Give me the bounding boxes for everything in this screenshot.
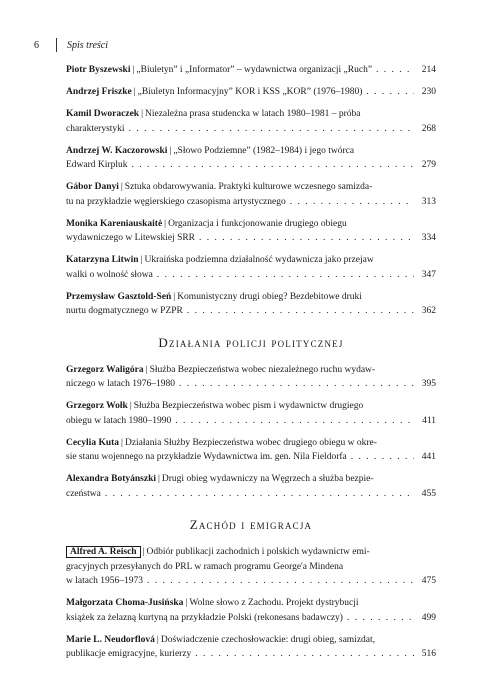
entry-page-number: 347 — [421, 269, 436, 280]
author-separator: | — [164, 218, 167, 229]
toc-entry[interactable] — [66, 363, 436, 392]
section-title: Zachód i emigracja — [189, 517, 313, 532]
entry-page-number: 268 — [421, 123, 436, 134]
author-separator: | — [173, 291, 176, 302]
entry-title-line: „Słowo Podziemne” (1982–1984) i jego twórca — [173, 145, 355, 156]
author-separator: | — [121, 437, 123, 448]
entry-first-line — [66, 633, 436, 648]
entry-title-line: Doświadczenie czechosłowackie: drugi obieg, samizdat, — [160, 634, 376, 645]
entry-title-end: publikacje emigracyjne, kurierzy — [66, 649, 192, 659]
leader-dots — [131, 158, 414, 173]
leader-dots — [179, 377, 414, 392]
entry-first-line — [66, 290, 436, 305]
running-head — [34, 38, 420, 52]
entry-page-number: 214 — [421, 65, 436, 75]
running-head-divider — [56, 38, 57, 52]
author-separator: | — [145, 364, 148, 375]
entry-title-end: sie stanu wojennego na przykładzie Wydawnictwa im. gen. Nila Fieldorfa — [66, 452, 347, 462]
entry-author: Przemysław Gasztold-Seń — [66, 291, 172, 302]
entry-title-end: nurtu dogmatycznego w PZPR — [66, 306, 183, 316]
entry-title-end: „Biuletyn Informacyjny” KOR i KSS „KOR” (1976–1980) — [137, 87, 363, 97]
toc-entry[interactable] — [66, 545, 436, 589]
entry-first-line — [66, 596, 436, 611]
entry-last-line — [66, 414, 436, 429]
author-separator: | — [140, 255, 143, 265]
leader-dots — [187, 304, 414, 319]
section-title: Działania policji politycznej — [158, 334, 344, 350]
toc-entry[interactable] — [66, 399, 436, 428]
entry-first-line — [66, 436, 436, 451]
page-number: 6 — [34, 39, 39, 51]
leader-dots — [147, 574, 414, 589]
entry-title-line: Komunistyczny drugi obieg? Bezdebitowe druki — [177, 291, 362, 302]
leader-dots — [175, 414, 414, 429]
entry-head — [66, 63, 136, 78]
toc-entry[interactable] — [66, 253, 436, 282]
leader-dots — [366, 85, 414, 100]
entry-title-line: Służba Bezpieczeństwa wobec pism i wydawnictw drugiego — [133, 401, 364, 411]
toc-entry[interactable] — [66, 633, 436, 662]
toc-entry[interactable] — [66, 472, 436, 501]
leader-dots — [105, 487, 414, 502]
entry-first-line — [66, 472, 436, 487]
entry-first-line — [66, 180, 436, 195]
entry-title-end: walki o wolność słowa — [66, 269, 153, 280]
entry-first-line — [66, 107, 436, 122]
entry-last-line — [66, 304, 436, 319]
entry-title-end: Edward Kirpluk — [66, 160, 128, 170]
entry-author: Grzegorz Waligóra — [66, 364, 144, 375]
entry-page-number: 475 — [421, 576, 436, 586]
entry-author: Cecylia Kuta — [66, 437, 120, 448]
entry-first-line — [66, 363, 436, 378]
entry-last-line — [66, 268, 436, 283]
entry-last-line — [66, 85, 436, 100]
entry-page-number: 362 — [421, 306, 436, 316]
entry-title-line: Niezależna prasa studencka w latach 1980–1981 – próba — [144, 109, 361, 119]
entry-author: Andrzej W. Kaczorowski — [66, 145, 168, 156]
leader-dots — [376, 63, 414, 78]
entry-title-line: gracyjnych przesyłanych do PRL w ramach programu George'a Mindena — [66, 561, 344, 572]
entry-page-number: 516 — [421, 649, 436, 659]
leader-dots — [347, 611, 414, 626]
entry-first-line — [66, 253, 436, 268]
entry-last-line — [66, 195, 436, 210]
author-separator: | — [185, 598, 188, 608]
entry-title-end: tu na przykładzie węgierskiego czasopisma artystycznego — [66, 196, 286, 207]
entry-title-line: Drugi obieg wydawniczy na Węgrzech a służba bezpie- — [161, 474, 374, 484]
entry-title-line: Ukraińska podziemna działalność wydawnicza jako przejaw — [144, 255, 374, 265]
entry-page-number: 411 — [422, 415, 436, 426]
entry-title-line: Organizacja i funkcjonowanie drugiego obiegu — [168, 218, 347, 229]
entry-last-line — [66, 611, 436, 626]
leader-dots — [195, 647, 414, 662]
toc-entry[interactable] — [66, 107, 436, 136]
entry-title-line: Odbiór publikacji zachodnich i polskich wydawnictw emi- — [146, 547, 370, 557]
leader-dots — [199, 231, 414, 246]
entry-title-end: wydawniczego w Litewskiej SRR — [66, 233, 196, 243]
entry-title-line: Służba Bezpieczeństwa wobec niezależnego ruchu wydaw- — [149, 364, 376, 375]
table-of-contents — [66, 63, 436, 669]
entry-head — [66, 85, 138, 100]
entry-last-line — [66, 487, 436, 502]
entry-page-number: 441 — [421, 452, 436, 462]
author-separator: | — [129, 401, 132, 411]
entry-author: Piotr Byszewski — [66, 65, 131, 75]
toc-entry[interactable] — [66, 144, 436, 173]
author-separator: | — [133, 87, 136, 97]
author-separator: | — [120, 182, 123, 192]
entry-author: Andrzej Friszke — [66, 87, 132, 97]
entry-title-line: Działania Służby Bezpieczeństwa wobec drugiego obiegu w okre- — [124, 437, 377, 448]
leader-dots — [157, 268, 414, 283]
author-separator: | — [141, 109, 143, 119]
entry-title-end: obiegu w latach 1980–1990 — [66, 415, 172, 426]
entry-last-line — [66, 63, 436, 78]
entry-first-line — [66, 217, 436, 232]
entry-title-end: „Biuletyn” i „Informator” – wydawnictwa organizacji „Ruch” — [136, 65, 373, 75]
entry-author: Monika Kareniauskaitė — [66, 218, 163, 229]
leader-dots — [129, 122, 414, 137]
entry-page-number: 395 — [421, 379, 436, 389]
toc-entry[interactable] — [66, 290, 436, 319]
entry-first-line — [66, 144, 436, 159]
entry-author: Kamil Dworaczek — [66, 109, 140, 119]
entry-title-end: czeństwa — [66, 488, 101, 499]
entry-author: Marie L. Neudorflová — [66, 634, 155, 645]
entry-first-line — [66, 399, 436, 414]
entry-author: Grzegorz Wołk — [66, 401, 128, 411]
entry-title-line: Wolne słowo z Zachodu. Projekt dystrybucji — [189, 598, 359, 608]
entry-last-line — [66, 158, 436, 173]
author-separator: | — [142, 547, 145, 557]
toc-entry[interactable] — [66, 63, 436, 78]
author-separator: | — [169, 145, 172, 156]
toc-entry[interactable] — [66, 596, 436, 625]
entry-last-line — [66, 377, 436, 392]
entry-page-number: 279 — [421, 160, 436, 170]
entry-author: Alexandra Botyánszki — [66, 474, 156, 484]
entry-last-line — [66, 231, 436, 246]
author-separator: | — [156, 634, 159, 645]
entry-last-line — [66, 647, 436, 662]
entry-page-number: 455 — [421, 488, 436, 499]
running-head-title: Spis treści — [67, 39, 109, 51]
entry-title-line: Sztuka obdarowywania. Praktyki kulturowe wczesnego samizda- — [124, 182, 373, 192]
entry-title-end: niczego w latach 1976–1980 — [66, 379, 175, 389]
entry-page-number: 313 — [421, 196, 436, 207]
entry-first-line — [66, 545, 436, 560]
toc-entry[interactable] — [66, 436, 436, 465]
toc-entry[interactable] — [66, 85, 436, 100]
author-separator: | — [158, 474, 160, 484]
entry-author: Alfred A. Reisch — [66, 546, 141, 558]
entry-last-line — [66, 122, 436, 137]
entry-last-line — [66, 574, 436, 589]
toc-entry[interactable] — [66, 217, 436, 246]
entry-page-number: 230 — [421, 87, 436, 97]
entry-title-end: książek za żelazną kurtyną na przykładzie Polski (rekonesans badawczy) — [66, 612, 343, 623]
entry-page-number: 499 — [421, 612, 436, 623]
entry-title-end: charakterystyki — [66, 123, 125, 134]
entry-title-end: w latach 1956–1973 — [66, 576, 144, 586]
toc-entry[interactable] — [66, 180, 436, 209]
leader-dots — [351, 450, 414, 465]
entry-author: Małgorzata Choma-Jusińska — [66, 598, 184, 608]
entry-line — [66, 560, 436, 575]
entry-author: Gábor Danyi — [66, 182, 119, 192]
entry-last-line — [66, 450, 436, 465]
entry-author: Katarzyna Litwin — [66, 255, 139, 265]
author-separator: | — [132, 65, 135, 75]
entry-page-number: 334 — [421, 233, 436, 243]
leader-dots — [290, 195, 414, 210]
